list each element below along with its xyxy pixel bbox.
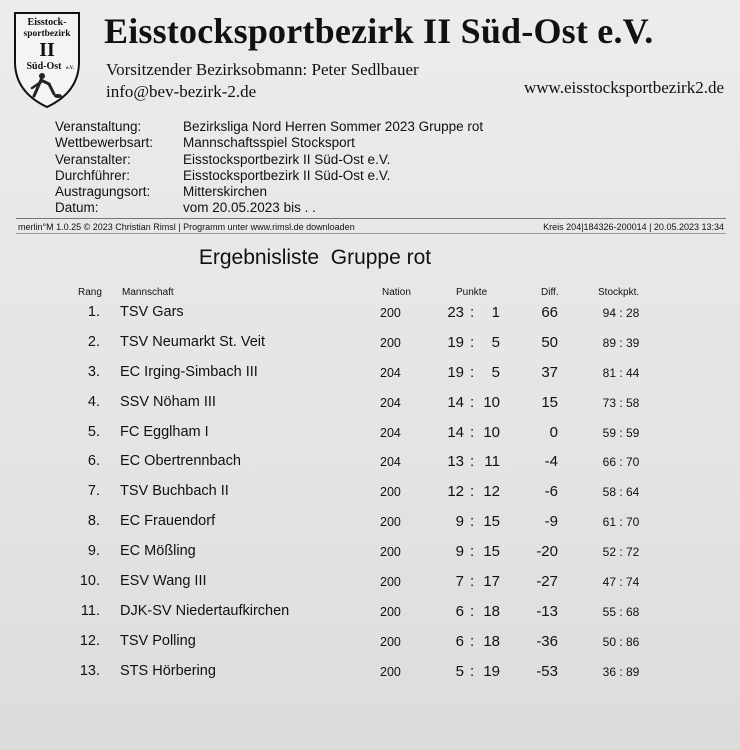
diff-cell: 50 [541,333,558,351]
organization-title: Eisstocksportbezirk II Süd-Ost e.V. [104,11,654,51]
event-info-value: Mannschaftsspiel Stocksport [183,135,355,151]
table-row [0,629,740,659]
table-row [0,420,740,450]
rank-cell: 9. [87,543,100,560]
diff-cell: -36 [536,632,558,650]
col-diff-header: Diff. [541,287,559,298]
team-cell: FC Egglham I [120,423,209,440]
logo-suffix: e.V. [66,66,74,71]
event-info-value: vom 20.05.2023 bis . . [183,200,316,216]
event-info-row [55,152,483,168]
diff-cell: -20 [536,543,558,561]
team-cell: DJK-SV Niedertaufkirchen [120,602,290,619]
team-cell: TSV Gars [120,304,184,320]
points-separator: : [470,483,475,501]
points-lost-cell: 10 [483,393,500,411]
points-separator: : [470,543,475,561]
table-row [0,300,740,330]
table-row [0,390,740,420]
col-team-header: Mannschaft [122,287,174,298]
district-logo-icon [12,10,82,110]
diff-cell: -6 [544,483,558,501]
nation-cell: 204 [380,365,401,380]
nation-cell: 200 [380,545,401,560]
event-info-value: Bezirksliga Nord Herren Sommer 2023 Gruppe rot [183,119,484,134]
event-info-row [55,119,483,135]
team-cell: TSV Neumarkt St. Veit [120,333,266,350]
points-won-cell: 9 [455,543,464,561]
table-row [0,479,740,509]
stock-points-cell: 89 : 39 [602,335,640,350]
points-lost-cell: 1 [491,304,500,321]
points-won-cell: 9 [455,513,464,531]
event-info-value: Eisstocksportbezirk II Süd-Ost e.V. [183,167,391,183]
rank-cell: 12. [79,632,100,649]
points-separator: : [470,573,475,591]
nation-cell: 200 [380,485,401,500]
points-won-cell: 14 [447,423,464,441]
team-cell: STS Hörbering [120,662,216,679]
points-won-cell: 7 [455,573,464,591]
nation-cell: 204 [380,395,401,410]
points-lost-cell: 10 [483,423,500,441]
stock-points-cell: 52 : 72 [602,545,640,560]
event-info-row [55,135,483,151]
col-points-header: Punkte [456,287,488,298]
event-info-row [55,168,483,184]
table-row [0,539,740,569]
nation-cell: 204 [380,455,401,470]
event-info-label: Datum: [55,200,99,216]
nation-cell: 200 [380,634,401,649]
rank-cell: 8. [87,513,100,530]
software-credit: merlin°M 1.0.25 © 2023 Christian Rimsl | Programm unter www.rimsl.de downloaden [18,222,355,232]
stock-points-cell: 66 : 70 [602,455,640,470]
team-cell: TSV Buchbach II [120,483,229,500]
stock-points-cell: 61 : 70 [602,515,640,530]
diff-cell: -13 [536,602,558,620]
points-won-cell: 6 [455,632,464,650]
points-lost-cell: 12 [483,483,500,501]
rank-cell: 5. [87,423,100,440]
event-info [55,119,483,217]
divider-top [16,218,726,219]
points-separator: : [470,304,475,321]
rank-cell: 7. [87,483,100,500]
team-cell: EC Mößling [120,543,196,560]
nation-cell: 204 [380,425,401,440]
points-won-cell: 14 [447,393,464,411]
stock-points-cell: 47 : 74 [602,575,640,590]
stock-points-cell: 81 : 44 [602,365,640,380]
points-separator: : [470,662,475,680]
logo-line-2: sportbezirk [23,29,71,39]
points-won-cell: 12 [447,483,464,501]
rank-cell: 13. [79,662,100,679]
col-stock-header: Stockpkt. [598,287,640,298]
nation-cell: 200 [380,575,401,590]
points-separator: : [470,602,475,620]
rank-cell: 4. [87,393,100,410]
divider-bottom [16,233,726,234]
points-lost-cell: 19 [483,662,500,680]
points-separator: : [470,423,475,441]
rank-cell: 3. [87,363,100,380]
nation-cell: 200 [380,604,401,619]
stock-points-cell: 36 : 89 [602,664,640,679]
website-link[interactable]: www.eisstocksportbezirk2.de [523,78,724,97]
table-row [0,449,740,479]
event-info-label: Wettbewerbsart: [55,135,154,151]
diff-cell: 0 [549,423,558,441]
stock-points-cell: 59 : 59 [602,425,640,440]
list-title-group: Gruppe rot [330,246,432,269]
event-info-label: Austragungsort: [55,184,151,200]
logo-roman: II [39,39,55,61]
contact-email[interactable]: info@bev-bezirk-2.de [106,82,257,101]
stock-points-cell: 50 : 86 [602,634,640,649]
team-cell: ESV Wang III [120,573,207,590]
event-info-label: Veranstalter: [55,151,131,167]
list-title-main: Ergebnisliste [198,246,320,269]
nation-cell: 200 [380,306,401,320]
event-info-value: Eisstocksportbezirk II Süd-Ost e.V. [183,151,391,167]
points-won-cell: 6 [455,602,464,620]
event-info-row [55,200,483,216]
points-won-cell: 19 [447,333,464,351]
points-lost-cell: 18 [483,632,500,650]
stock-points-cell: 58 : 64 [602,485,640,500]
stock-points-cell: 94 : 28 [602,306,640,320]
points-won-cell: 13 [447,453,464,471]
table-row [0,509,740,539]
nation-cell: 200 [380,515,401,530]
team-cell: SSV Nöham III [120,393,216,410]
points-separator: : [470,632,475,650]
diff-cell: 15 [541,393,558,411]
points-separator: : [470,363,475,381]
event-info-value: Mitterskirchen [183,184,268,200]
points-separator: : [470,333,475,351]
col-nation-header: Nation [382,287,411,298]
rank-cell: 1. [87,304,100,320]
points-lost-cell: 5 [491,363,500,381]
rank-cell: 11. [80,602,100,619]
points-lost-cell: 15 [483,543,500,561]
points-lost-cell: 15 [483,513,500,531]
table-row [0,659,740,689]
chairman-line: Vorsitzender Bezirksobmann: Peter Sedlbauer [106,60,419,79]
team-cell: EC Irging-Simbach III [120,363,258,380]
table-row [0,599,740,629]
points-separator: : [470,393,475,411]
diff-cell: -53 [536,662,558,680]
points-won-cell: 19 [447,363,464,381]
table-row [0,360,740,390]
diff-cell: 66 [541,304,558,321]
diff-cell: -4 [544,453,558,471]
team-cell: EC Obertrennbach [120,453,241,470]
points-won-cell: 23 [447,304,464,321]
logo-line-1: Eisstock- [27,17,67,28]
logo-line-3: Süd-Ost [26,61,62,72]
points-separator: : [470,513,475,531]
diff-cell: -9 [544,513,558,531]
print-stamp: Kreis 204|184326-200014 | 20.05.2023 13:34 [543,222,724,232]
diff-cell: 37 [541,363,558,381]
nation-cell: 200 [380,664,401,679]
points-lost-cell: 5 [491,333,500,351]
stock-points-cell: 55 : 68 [602,604,640,619]
points-lost-cell: 17 [483,573,500,591]
event-info-row [55,184,483,200]
points-lost-cell: 18 [483,602,500,620]
team-cell: EC Frauendorf [120,513,216,530]
event-info-label: Veranstaltung: [55,119,142,134]
results-table [0,300,740,689]
rank-cell: 2. [87,333,100,350]
nation-cell: 200 [380,335,401,350]
table-row [0,569,740,599]
event-info-label: Durchführer: [55,167,131,183]
points-separator: : [470,453,475,471]
stock-points-cell: 73 : 58 [602,395,640,410]
diff-cell: -27 [536,573,558,591]
points-lost-cell: 11 [484,453,500,471]
rank-cell: 10. [79,573,100,590]
rank-cell: 6. [87,453,100,470]
table-row [0,330,740,360]
points-won-cell: 5 [455,662,464,680]
team-cell: TSV Polling [120,632,196,649]
col-rank-header: Rang [78,287,102,298]
list-title [0,246,740,270]
